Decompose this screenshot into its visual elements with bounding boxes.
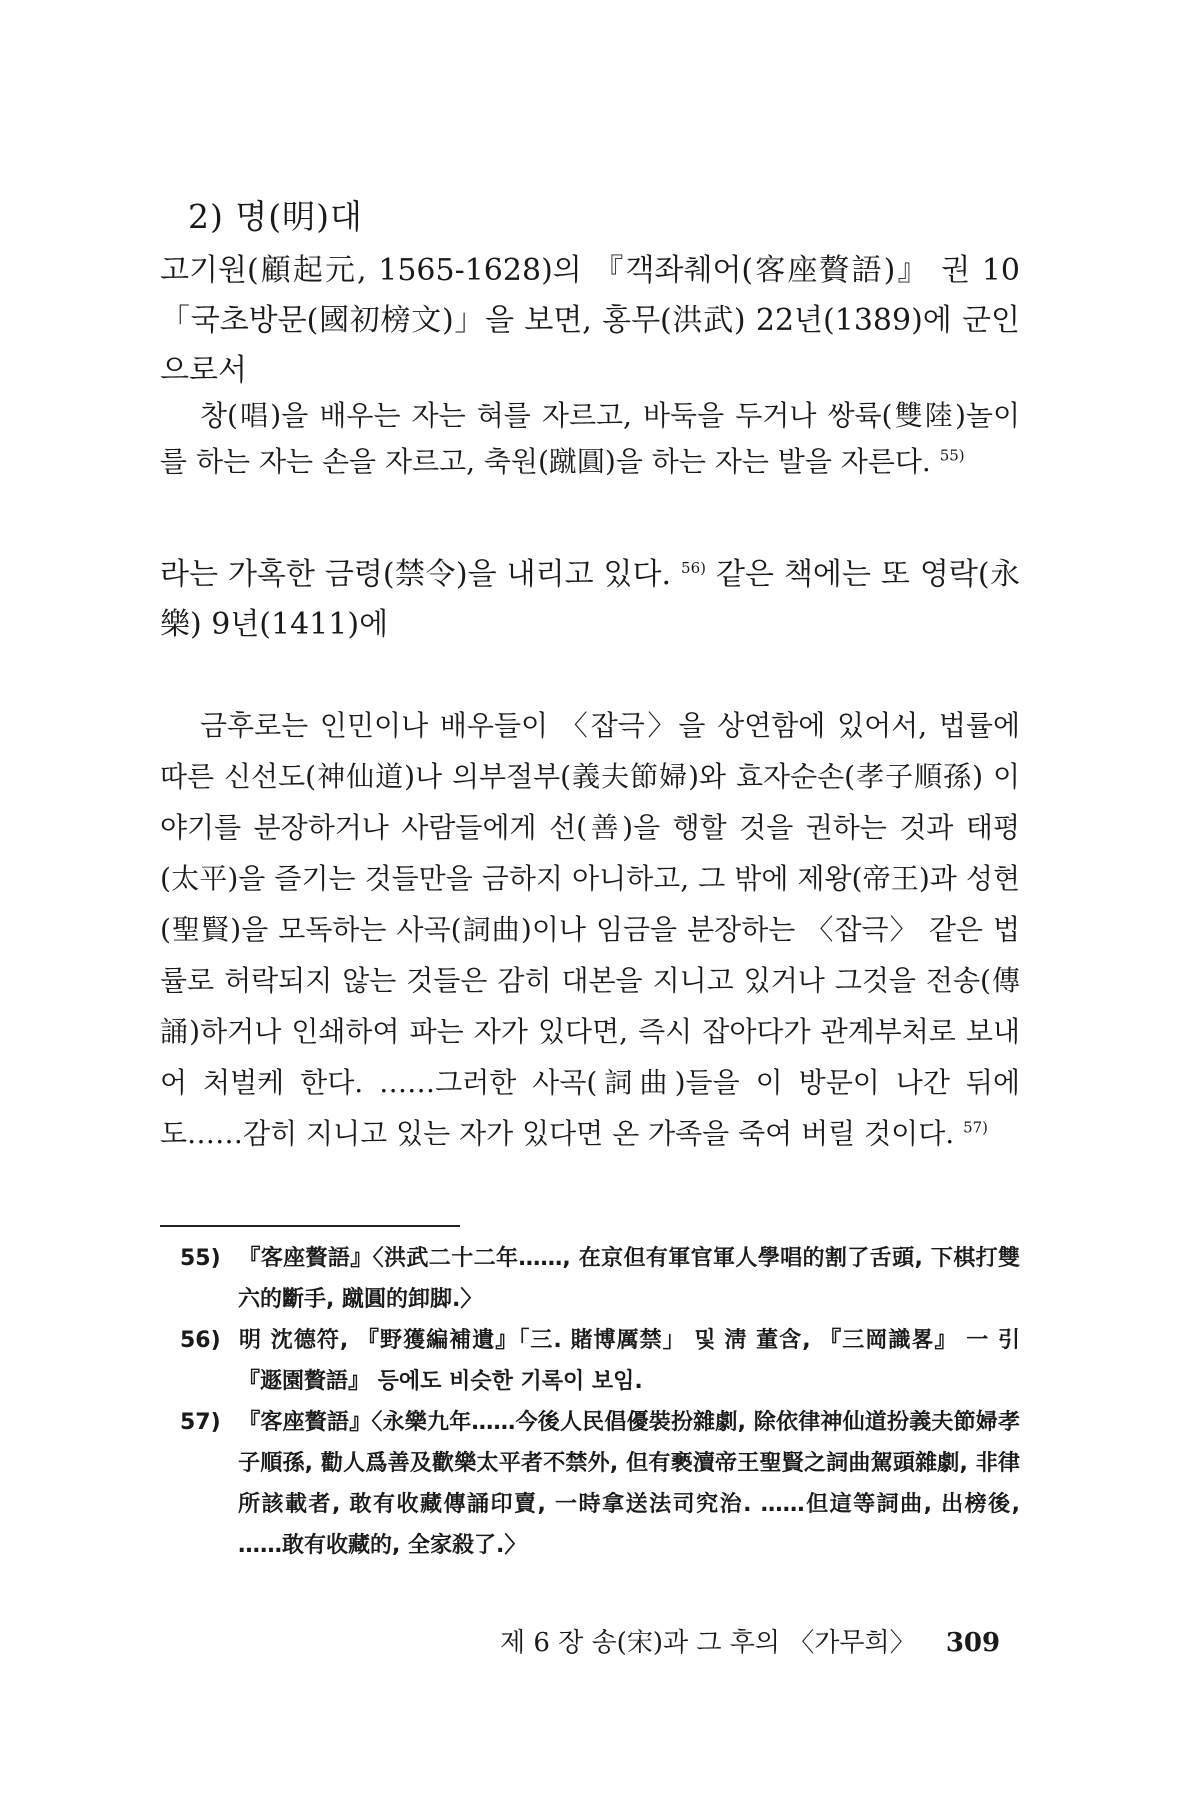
body-paragraph-2 [160,550,1020,650]
running-footer [500,1625,1000,1661]
footnote-text: 『客座贅語』〈洪武二十二年……, 在京但有軍官軍人學唱的割了舌頭, 下棋打雙六的斷手, 蹴圓的卸脚.〉 [238,1246,1020,1312]
footnotes [180,1238,1020,1566]
footnote-number: 56) [180,1328,221,1353]
block-quote-2 [160,700,1020,1159]
footnote-text: 明 沈德符, 『野獲編補遺』「三. 賭博厲禁」 및 淸 董含, 『三岡識畧』 一 引 『遯園贅語』 등에도 비슷한 기록이 보임. [238,1328,1020,1394]
page-number: 309 [945,1628,1001,1658]
footnote-divider [160,1225,460,1227]
body-paragraph-2-text-b: 같은 책에는 또 영락(永樂) 9년(1411)에 [160,557,1020,642]
block-quote-1 [160,393,1020,485]
footnote-57 [180,1402,1020,1566]
footnote-ref-55: 55) [939,446,965,465]
block-quote-1-text: 창(唱)을 배우는 자는 혀를 자르고, 바둑을 두거나 쌍륙(雙陸)놀이를 하는 자는 손을 자르고, 축원(蹴圓)을 하는 자는 발을 자른다. [160,399,1020,478]
footnote-ref-57: 57) [963,1118,989,1137]
footnote-56 [180,1320,1020,1402]
body-paragraph-2-text-a: 라는 가혹한 금령(禁令)을 내리고 있다. [160,557,672,592]
footnote-ref-56: 56) [681,559,706,577]
block-quote-2-text: 금후로는 인민이나 배우들이 〈잡극〉을 상연함에 있어서, 법률에 따른 신선도(神仙道)나 의부절부(義夫節婦)와 효자순손(孝子順孫) 이야기를 분장하거나 사람들에게 선(善)을 행할 것을 권하는 것과 태평(太平)을 즐기는 것들만을 금하지 아니하고, 그 밖에 제왕(帝王)과 성현(聖賢)을 모독하는 사곡(詞曲)이나 임금을 분장하는 〈잡극〉 같은 법률로 허락되지 않는 것들은 감히 대본을 지니고 있거나 그것을 전송(傳誦)하거나 인쇄하여 파는 자가 있다면, 즉시 잡아다가 관계부처로 보내어 처벌케 한다. ……그러한 사곡(詞曲)들을 이 방문이 나간 뒤에도……감히 지니고 있는 자가 있다면 온 가족을 죽여 버릴 것이다. [160,709,1020,1150]
footnote-text: 『客座贅語』〈永樂九年……今後人民倡優裝扮雜劇, 除依律神仙道扮義夫節婦孝子順孫, 勸人爲善及歡樂太平者不禁外, 但有褻瀆帝王聖賢之詞曲駕頭雜劇, 非律所該載者, 敢有收藏傳誦印賣, 一時拿送法司究治. ……但這等詞曲, 出榜後, ……敢有收藏的, 全家殺了.〉 [238,1410,1020,1558]
footnote-number: 55) [180,1246,221,1271]
section-heading: 2) 명(明)대 [188,197,363,236]
footnote-number: 57) [180,1410,221,1435]
footnote-55 [180,1238,1020,1320]
chapter-title: 제 6 장 송(宋)과 그 후의 〈가무희〉 [500,1628,916,1658]
body-paragraph-1 [160,246,1020,396]
body-paragraph-1-text: 고기원(顧起元, 1565-1628)의 『객좌췌어(客座贅語)』 권 10 「국초방문(國初榜文)」을 보면, 홍무(洪武) 22년(1389)에 군인으로서 [160,253,1020,388]
